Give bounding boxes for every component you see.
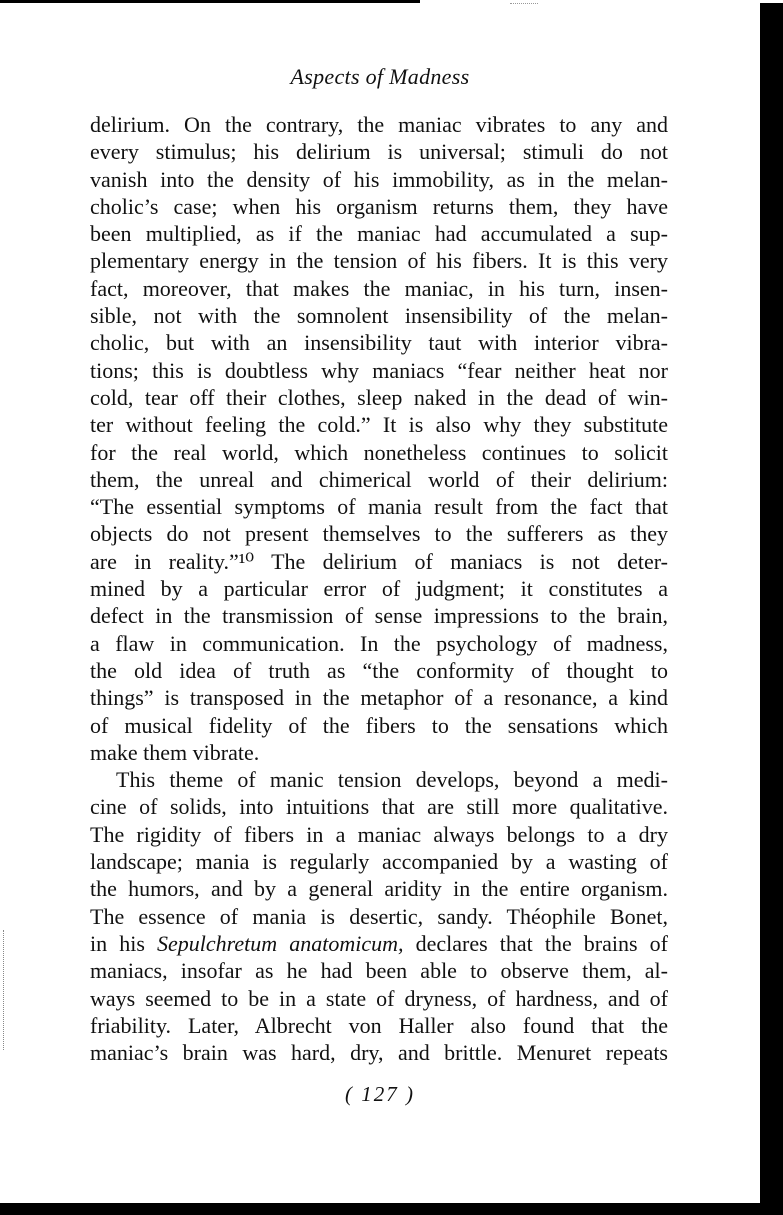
book-title-italic: Sepulchretum anatomicum,	[156, 930, 404, 956]
text-line: vanish into the density of his immobility, as in the melan-	[90, 166, 668, 192]
text-line: mined by a particular error of judgment; it constitutes a	[90, 576, 668, 602]
paragraph-1	[90, 111, 668, 766]
text-line: defect in the transmission of sense impressions to the brain,	[90, 603, 668, 629]
left-margin-specks	[3, 930, 4, 1050]
text-line: ways seemed to be in a state of dryness, of hardness, and of	[90, 985, 668, 1011]
text-fragment: declares that the brains of	[403, 930, 668, 956]
text-line: friability. Later, Albrecht von Haller also found that the	[90, 1012, 668, 1038]
text-line: them, the unreal and chimerical world of their delirium:	[90, 466, 668, 492]
text-line: for the real world, which nonetheless continues to solicit	[90, 439, 668, 465]
text-line: cholic’s case; when his organism returns them, they have	[90, 193, 668, 219]
text-line: landscape; mania is regularly accompanied by a wasting of	[90, 849, 668, 875]
text-line: fact, moreover, that makes the maniac, in his turn, insen-	[90, 275, 668, 301]
text-line: sible, not with the somnolent insensibility of the melan-	[90, 303, 668, 329]
text-line: This theme of manic tension develops, beyond a medi-	[116, 767, 668, 793]
text-line: cine of solids, into intuitions that are still more qualitative.	[90, 794, 668, 820]
text-line: maniacs, insofar as he had been able to observe them, al-	[90, 958, 668, 984]
text-line: of musical fidelity of the fibers to the sensations which	[90, 712, 668, 738]
text-line: maniac’s brain was hard, dry, and brittle. Menuret repeats	[90, 1040, 668, 1066]
text-line: cold, tear off their clothes, sleep naked in the dead of win-	[90, 384, 668, 410]
top-border-rule	[0, 0, 420, 3]
top-faint-mark	[510, 3, 538, 5]
text-line: The rigidity of fibers in a maniac always belongs to a dry	[90, 821, 668, 847]
text-line: tions; this is doubtless why maniacs “fear neither heat nor	[90, 357, 668, 383]
text-line: the old idea of truth as “the conformity of thought to	[90, 657, 668, 683]
text-line: ter without feeling the cold.” It is also why they substitute	[90, 412, 668, 438]
text-line: cholic, but with an insensibility taut with interior vibra-	[90, 330, 668, 356]
running-head: Aspects of Madness	[290, 64, 470, 89]
right-scan-edge	[760, 3, 783, 1215]
text-line: every stimulus; his delirium is universal; stimuli do not	[90, 139, 668, 165]
text-line: been multiplied, as if the maniac had accumulated a sup-	[90, 221, 668, 247]
text-line: are in reality.”¹⁰ The delirium of maniacs is not deter-	[90, 548, 668, 574]
bottom-scan-edge	[0, 1203, 783, 1215]
text-fragment: in his	[90, 930, 157, 956]
text-line: things” is transposed in the metaphor of a resonance, a kind	[90, 685, 668, 711]
text-line: “The essential symptoms of mania result from the fact that	[90, 494, 668, 520]
text-line: a flaw in communication. In the psychology of madness,	[90, 630, 668, 656]
text-line: plementary energy in the tension of his fibers. It is this very	[90, 248, 668, 274]
page-number: ( 127 )	[345, 1082, 415, 1106]
text-line: make them vibrate.	[90, 739, 260, 765]
text-line: delirium. On the contrary, the maniac vibrates to any and	[90, 112, 668, 137]
text-line: objects do not present themselves to the sufferers as they	[90, 521, 668, 547]
text-line: the humors, and by a general aridity in the entire organism.	[90, 876, 668, 902]
text-line-bonet	[90, 930, 668, 957]
text-line: The essence of mania is desertic, sandy. Théophile Bonet,	[90, 903, 668, 929]
body-text	[90, 111, 668, 1066]
paragraph-2	[90, 766, 668, 1066]
